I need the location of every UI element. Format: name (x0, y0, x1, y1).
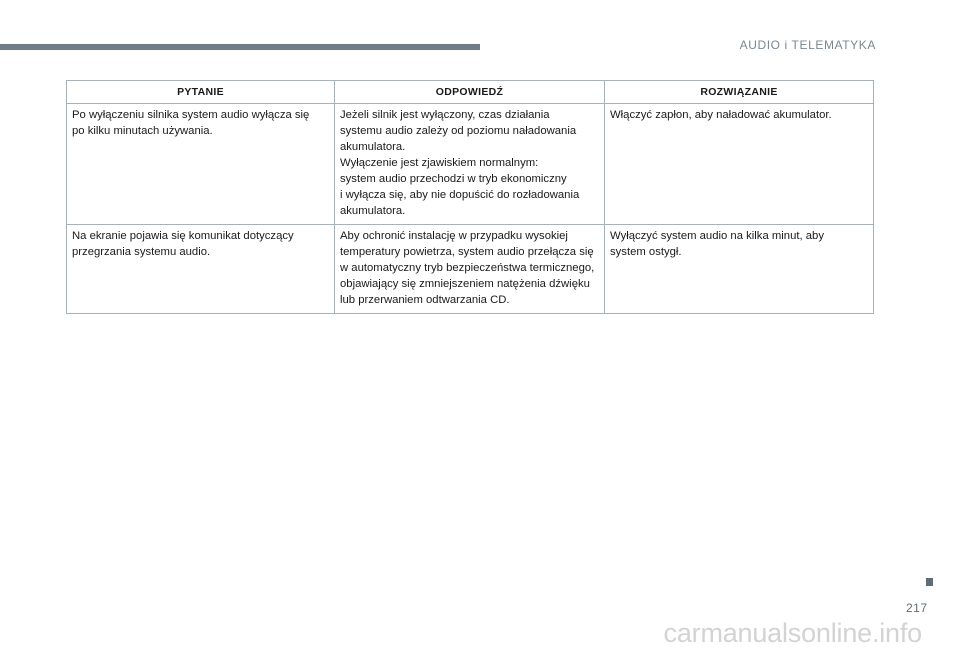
text-line: lub przerwaniem odtwarzania CD. (340, 294, 510, 306)
watermark: carmanualsonline.info (663, 618, 922, 648)
text-line: Na ekranie pojawia się komunikat dotyczący (72, 230, 294, 242)
page-marker-square (926, 578, 933, 586)
question-cell (67, 225, 335, 314)
text-line: akumulatora. (340, 141, 406, 153)
text-line: Wyłączenie jest zjawiskiem normalnym: (340, 157, 539, 169)
text-line: Po wyłączeniu silnika system audio wyłącza się (72, 109, 310, 121)
text-line: po kilku minutach używania. (72, 125, 213, 137)
text-line: w automatyczny tryb bezpieczeństwa termicznego, (340, 262, 595, 274)
table-header-row (67, 81, 874, 104)
text-line: akumulatora. (340, 205, 406, 217)
text-line: temperatury powietrza, system audio przełącza się (340, 246, 594, 258)
column-header-question: PYTANIE (67, 81, 335, 104)
solution-cell (605, 225, 874, 314)
answer-cell (335, 104, 605, 225)
question-cell (67, 104, 335, 225)
page-number: 217 (906, 601, 928, 615)
column-header-answer: ODPOWIEDŹ (335, 81, 605, 104)
text-line: system ostygł. (610, 246, 682, 258)
text-line: Wyłączyć system audio na kilka minut, aby (610, 230, 824, 242)
text-line: objawiający się zmniejszeniem natężenia dźwięku (340, 278, 590, 290)
column-header-solution: ROZWIĄZANIE (605, 81, 874, 104)
table-row (67, 104, 874, 225)
text-line: system audio przechodzi w tryb ekonomiczny (340, 173, 567, 185)
text-line: przegrzania systemu audio. (72, 246, 211, 258)
table-row (67, 225, 874, 314)
section-title: AUDIO i TELEMATYKA (739, 38, 876, 52)
text-line: systemu audio zależy od poziomu naładowania (340, 125, 577, 137)
header-accent-bar (0, 44, 480, 50)
text-line: Włączyć zapłon, aby naładować akumulator. (610, 109, 832, 121)
text-line: i wyłącza się, aby nie dopuścić do rozładowania (340, 189, 580, 201)
troubleshooting-table (66, 80, 874, 314)
text-line: Jeżeli silnik jest wyłączony, czas działania (340, 109, 550, 121)
solution-cell (605, 104, 874, 225)
text-line: Aby ochronić instalację w przypadku wysokiej (340, 230, 568, 242)
answer-cell (335, 225, 605, 314)
